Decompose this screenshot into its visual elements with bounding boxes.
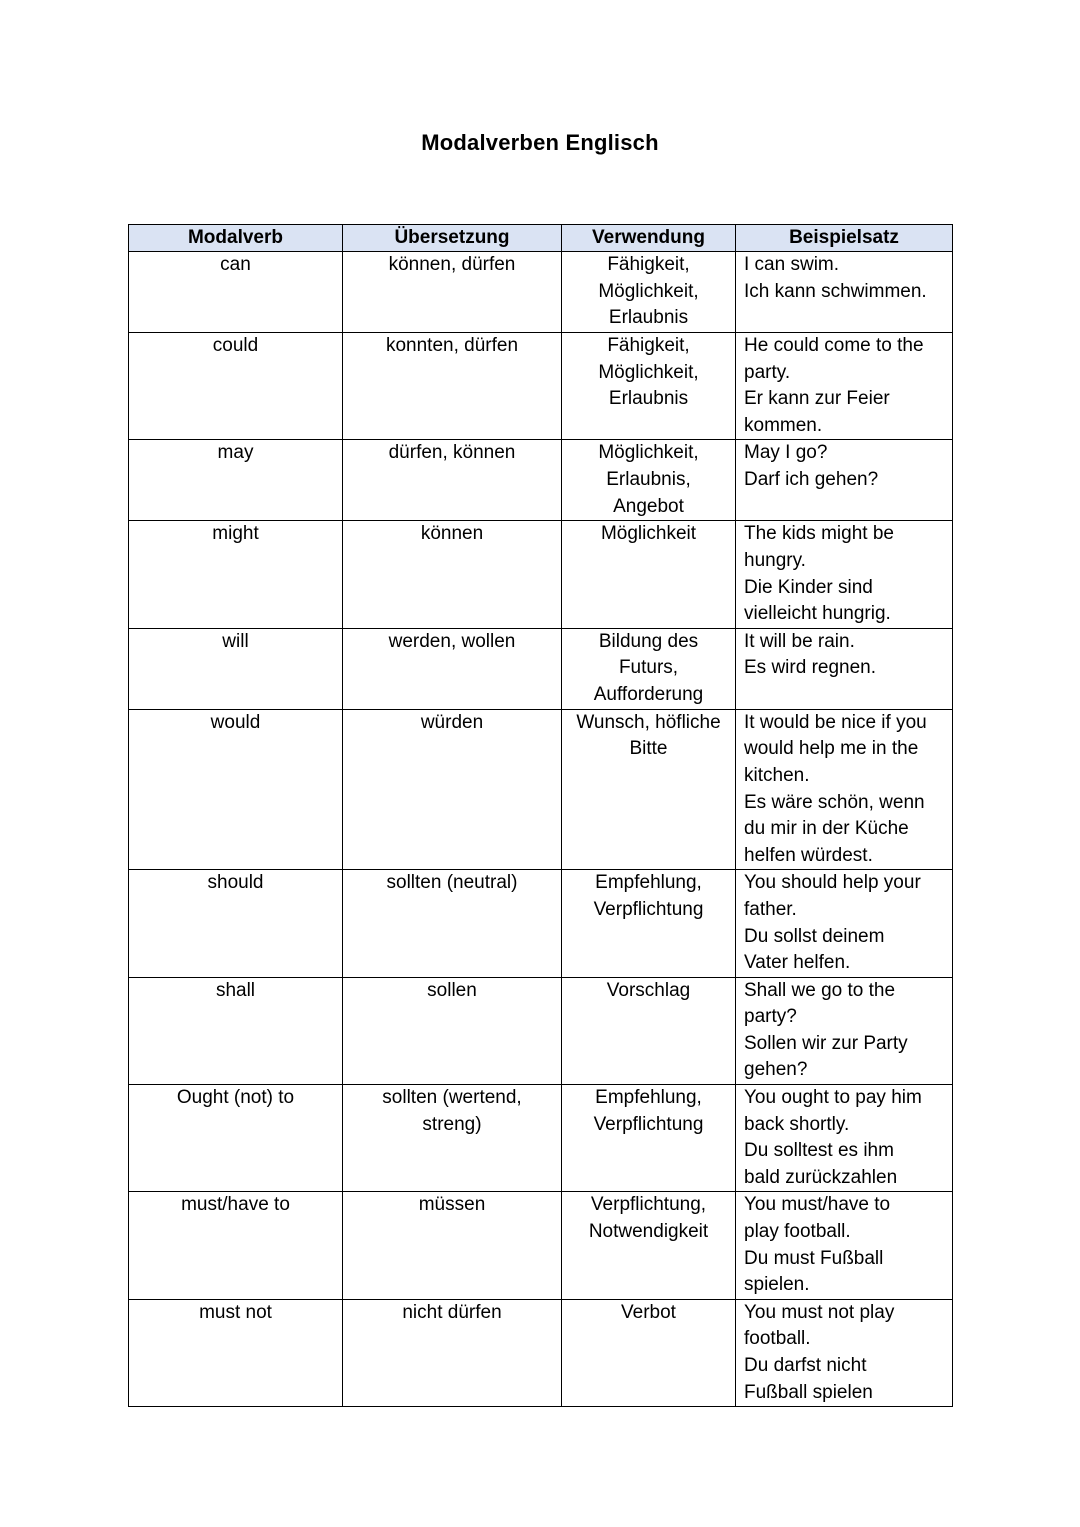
uebersetzung-text: nicht dürfen	[402, 1301, 502, 1323]
cell-verwendung	[562, 870, 736, 977]
beispielsatz-line: He could come to the	[744, 335, 924, 356]
beispielsatz-line: father.	[744, 898, 797, 920]
beispielsatz-line: You should help your	[744, 872, 921, 894]
table-row	[129, 870, 953, 977]
verwendung-line: Möglichkeit,	[598, 280, 699, 302]
cell-verwendung	[562, 977, 736, 1084]
page-title: Modalverben Englisch	[421, 130, 659, 155]
modalverb-text: will	[222, 630, 249, 652]
cell-uebersetzung	[343, 709, 562, 870]
verwendung-line: Empfehlung,	[595, 872, 702, 894]
beispielsatz-line: Shall we go to the	[744, 979, 896, 1001]
verwendung-line: Erlaubnis,	[606, 468, 691, 490]
header-uebersetzung: Übersetzung	[343, 225, 562, 252]
uebersetzung-text: müssen	[418, 1194, 486, 1216]
beispielsatz-line: Ich kann schwimmen.	[744, 280, 927, 302]
beispielsatz-line: Darf ich gehen?	[744, 468, 879, 490]
uebersetzung-text: dürfen, können	[388, 442, 516, 464]
beispielsatz-line: It will be rain.	[744, 630, 855, 652]
cell-uebersetzung	[343, 440, 562, 521]
cell-beispielsatz	[736, 252, 953, 333]
cell-beispielsatz	[736, 440, 953, 521]
verwendung-line: Angebot	[613, 495, 684, 517]
verwendung-line: Verpflichtung	[593, 1113, 704, 1135]
beispielsatz-line: gehen?	[744, 1059, 808, 1081]
beispielsatz-line: Vater helfen.	[744, 952, 851, 974]
uebersetzung-text: sollen	[427, 979, 477, 1001]
beispielsatz-line: party.	[744, 361, 791, 383]
cell-modalverb	[129, 440, 343, 521]
modalverb-text: must not	[199, 1301, 272, 1323]
beispielsatz-line: Es wäre schön, wenn	[744, 791, 925, 813]
beispielsatz-line: Sollen wir zur Party	[744, 1032, 908, 1054]
beispielsatz-line: The kids might be	[744, 523, 894, 545]
cell-uebersetzung	[343, 333, 562, 440]
verwendung-line: Möglichkeit	[600, 523, 697, 545]
table-row	[129, 1192, 953, 1299]
cell-beispielsatz	[736, 333, 953, 440]
cell-beispielsatz	[736, 977, 953, 1084]
cell-verwendung	[562, 521, 736, 628]
beispielsatz-line: back shortly.	[744, 1113, 850, 1135]
beispielsatz-line: helfen würdest.	[744, 844, 873, 866]
cell-verwendung	[562, 628, 736, 709]
beispielsatz-line: It would be nice if you	[744, 711, 927, 733]
cell-beispielsatz	[736, 521, 953, 628]
verwendung-line: Verpflichtung	[593, 898, 704, 920]
beispielsatz-line: Fußball spielen	[744, 1381, 873, 1403]
beispielsatz-line: Es wird regnen.	[744, 657, 877, 679]
header-verwendung: Verwendung	[562, 225, 736, 252]
verwendung-line: Vorschlag	[606, 979, 691, 1001]
verwendung-line: Verbot	[621, 1301, 676, 1323]
verwendung-line: Fähigkeit,	[607, 335, 690, 356]
uebersetzung-text: sollten (wertend, streng)	[382, 1087, 522, 1135]
beispielsatz-line: kitchen.	[744, 764, 810, 786]
uebersetzung-text: konnten, dürfen	[385, 335, 519, 356]
cell-modalverb	[129, 628, 343, 709]
uebersetzung-text: können	[420, 523, 484, 545]
modalverb-text: could	[212, 335, 259, 356]
cell-modalverb	[129, 870, 343, 977]
beispielsatz-line: bald zurückzahlen	[744, 1166, 898, 1188]
cell-verwendung	[562, 440, 736, 521]
beispielsatz-line: party?	[744, 1006, 797, 1028]
table-row	[129, 440, 953, 521]
uebersetzung-text: werden, wollen	[388, 630, 516, 652]
uebersetzung-text: können, dürfen	[388, 254, 516, 275]
modalverb-text: would	[210, 711, 261, 733]
beispielsatz-line: hungry.	[744, 549, 806, 571]
cell-beispielsatz	[736, 709, 953, 870]
modalverb-text: may	[217, 442, 254, 464]
cell-modalverb	[129, 709, 343, 870]
cell-beispielsatz	[736, 870, 953, 977]
modalverb-text: shall	[215, 979, 256, 1001]
cell-modalverb	[129, 521, 343, 628]
beispielsatz-line: play football.	[744, 1221, 851, 1243]
cell-uebersetzung	[343, 977, 562, 1084]
cell-verwendung	[562, 1085, 736, 1192]
table-header-row	[129, 225, 953, 252]
modalverb-text: Ought (not) to	[176, 1087, 295, 1109]
cell-modalverb	[129, 977, 343, 1084]
cell-verwendung	[562, 1192, 736, 1299]
verwendung-line: Bitte	[629, 738, 668, 760]
cell-beispielsatz	[736, 1192, 953, 1299]
verwendung-line: Erlaubnis	[608, 307, 689, 329]
cell-uebersetzung	[343, 628, 562, 709]
header-beispielsatz: Beispielsatz	[736, 225, 953, 252]
verwendung-line: Möglichkeit,	[598, 442, 699, 464]
verwendung-line: Aufforderung	[593, 683, 704, 705]
beispielsatz-line: May I go?	[744, 442, 828, 464]
cell-modalverb	[129, 333, 343, 440]
table-row	[129, 709, 953, 870]
beispielsatz-line: vielleicht hungrig.	[744, 603, 891, 625]
table-row	[129, 1299, 953, 1406]
beispielsatz-line: Er kann zur Feier	[744, 388, 890, 410]
beispielsatz-line: Du darfst nicht	[744, 1355, 867, 1376]
verwendung-line: Möglichkeit,	[598, 361, 699, 383]
cell-uebersetzung	[343, 1299, 562, 1406]
cell-beispielsatz	[736, 628, 953, 709]
cell-verwendung	[562, 252, 736, 333]
verwendung-line: Bildung des	[598, 630, 699, 652]
beispielsatz-line: Du must Fußball	[744, 1247, 884, 1269]
cell-verwendung	[562, 709, 736, 870]
cell-verwendung	[562, 1299, 736, 1406]
cell-uebersetzung	[343, 870, 562, 977]
beispielsatz-line: football.	[744, 1328, 811, 1350]
cell-modalverb	[129, 1085, 343, 1192]
table-row	[129, 977, 953, 1084]
modalverb-text: might	[212, 523, 259, 545]
verwendung-line: Fähigkeit,	[607, 254, 690, 275]
modalverb-text: should	[207, 872, 264, 894]
uebersetzung-text: sollten (neutral)	[386, 872, 518, 894]
table-row	[129, 521, 953, 628]
beispielsatz-line: kommen.	[744, 414, 823, 436]
beispielsatz-line: I can swim.	[744, 254, 840, 275]
cell-uebersetzung	[343, 252, 562, 333]
header-modalverb: Modalverb	[129, 225, 343, 252]
cell-modalverb	[129, 1299, 343, 1406]
beispielsatz-line: Die Kinder sind	[744, 576, 873, 598]
verwendung-line: Empfehlung,	[595, 1087, 702, 1109]
cell-uebersetzung	[343, 1192, 562, 1299]
modal-verbs-table	[128, 224, 953, 1407]
verwendung-line: Erlaubnis	[608, 388, 689, 410]
table-body	[129, 252, 953, 1407]
cell-uebersetzung	[343, 1085, 562, 1192]
table-row	[129, 1085, 953, 1192]
beispielsatz-line: Du sollst deinem	[744, 925, 885, 947]
verwendung-line: Wunsch, höfliche	[576, 711, 721, 733]
cell-verwendung	[562, 333, 736, 440]
beispielsatz-line: You must not play	[744, 1301, 895, 1323]
table-row	[129, 628, 953, 709]
beispielsatz-line: You must/have to	[744, 1194, 891, 1216]
beispielsatz-line: du mir in der Küche	[744, 818, 909, 840]
cell-beispielsatz	[736, 1085, 953, 1192]
uebersetzung-text: würden	[420, 711, 484, 733]
beispielsatz-line: spielen.	[744, 1274, 810, 1296]
modalverb-text: must/have to	[181, 1194, 290, 1216]
beispielsatz-line: would help me in the	[744, 738, 919, 760]
verwendung-line: Futurs,	[618, 657, 679, 679]
verwendung-line: Notwendigkeit	[588, 1221, 709, 1243]
verwendung-line: Verpflichtung,	[590, 1194, 707, 1216]
beispielsatz-line: Du solltest es ihm	[744, 1140, 894, 1162]
cell-beispielsatz	[736, 1299, 953, 1406]
modalverb-text: can	[220, 254, 251, 275]
cell-modalverb	[129, 1192, 343, 1299]
beispielsatz-line: You ought to pay him	[744, 1087, 922, 1109]
cell-modalverb	[129, 252, 343, 333]
table-row	[129, 333, 953, 440]
table-row	[129, 252, 953, 333]
cell-uebersetzung	[343, 521, 562, 628]
